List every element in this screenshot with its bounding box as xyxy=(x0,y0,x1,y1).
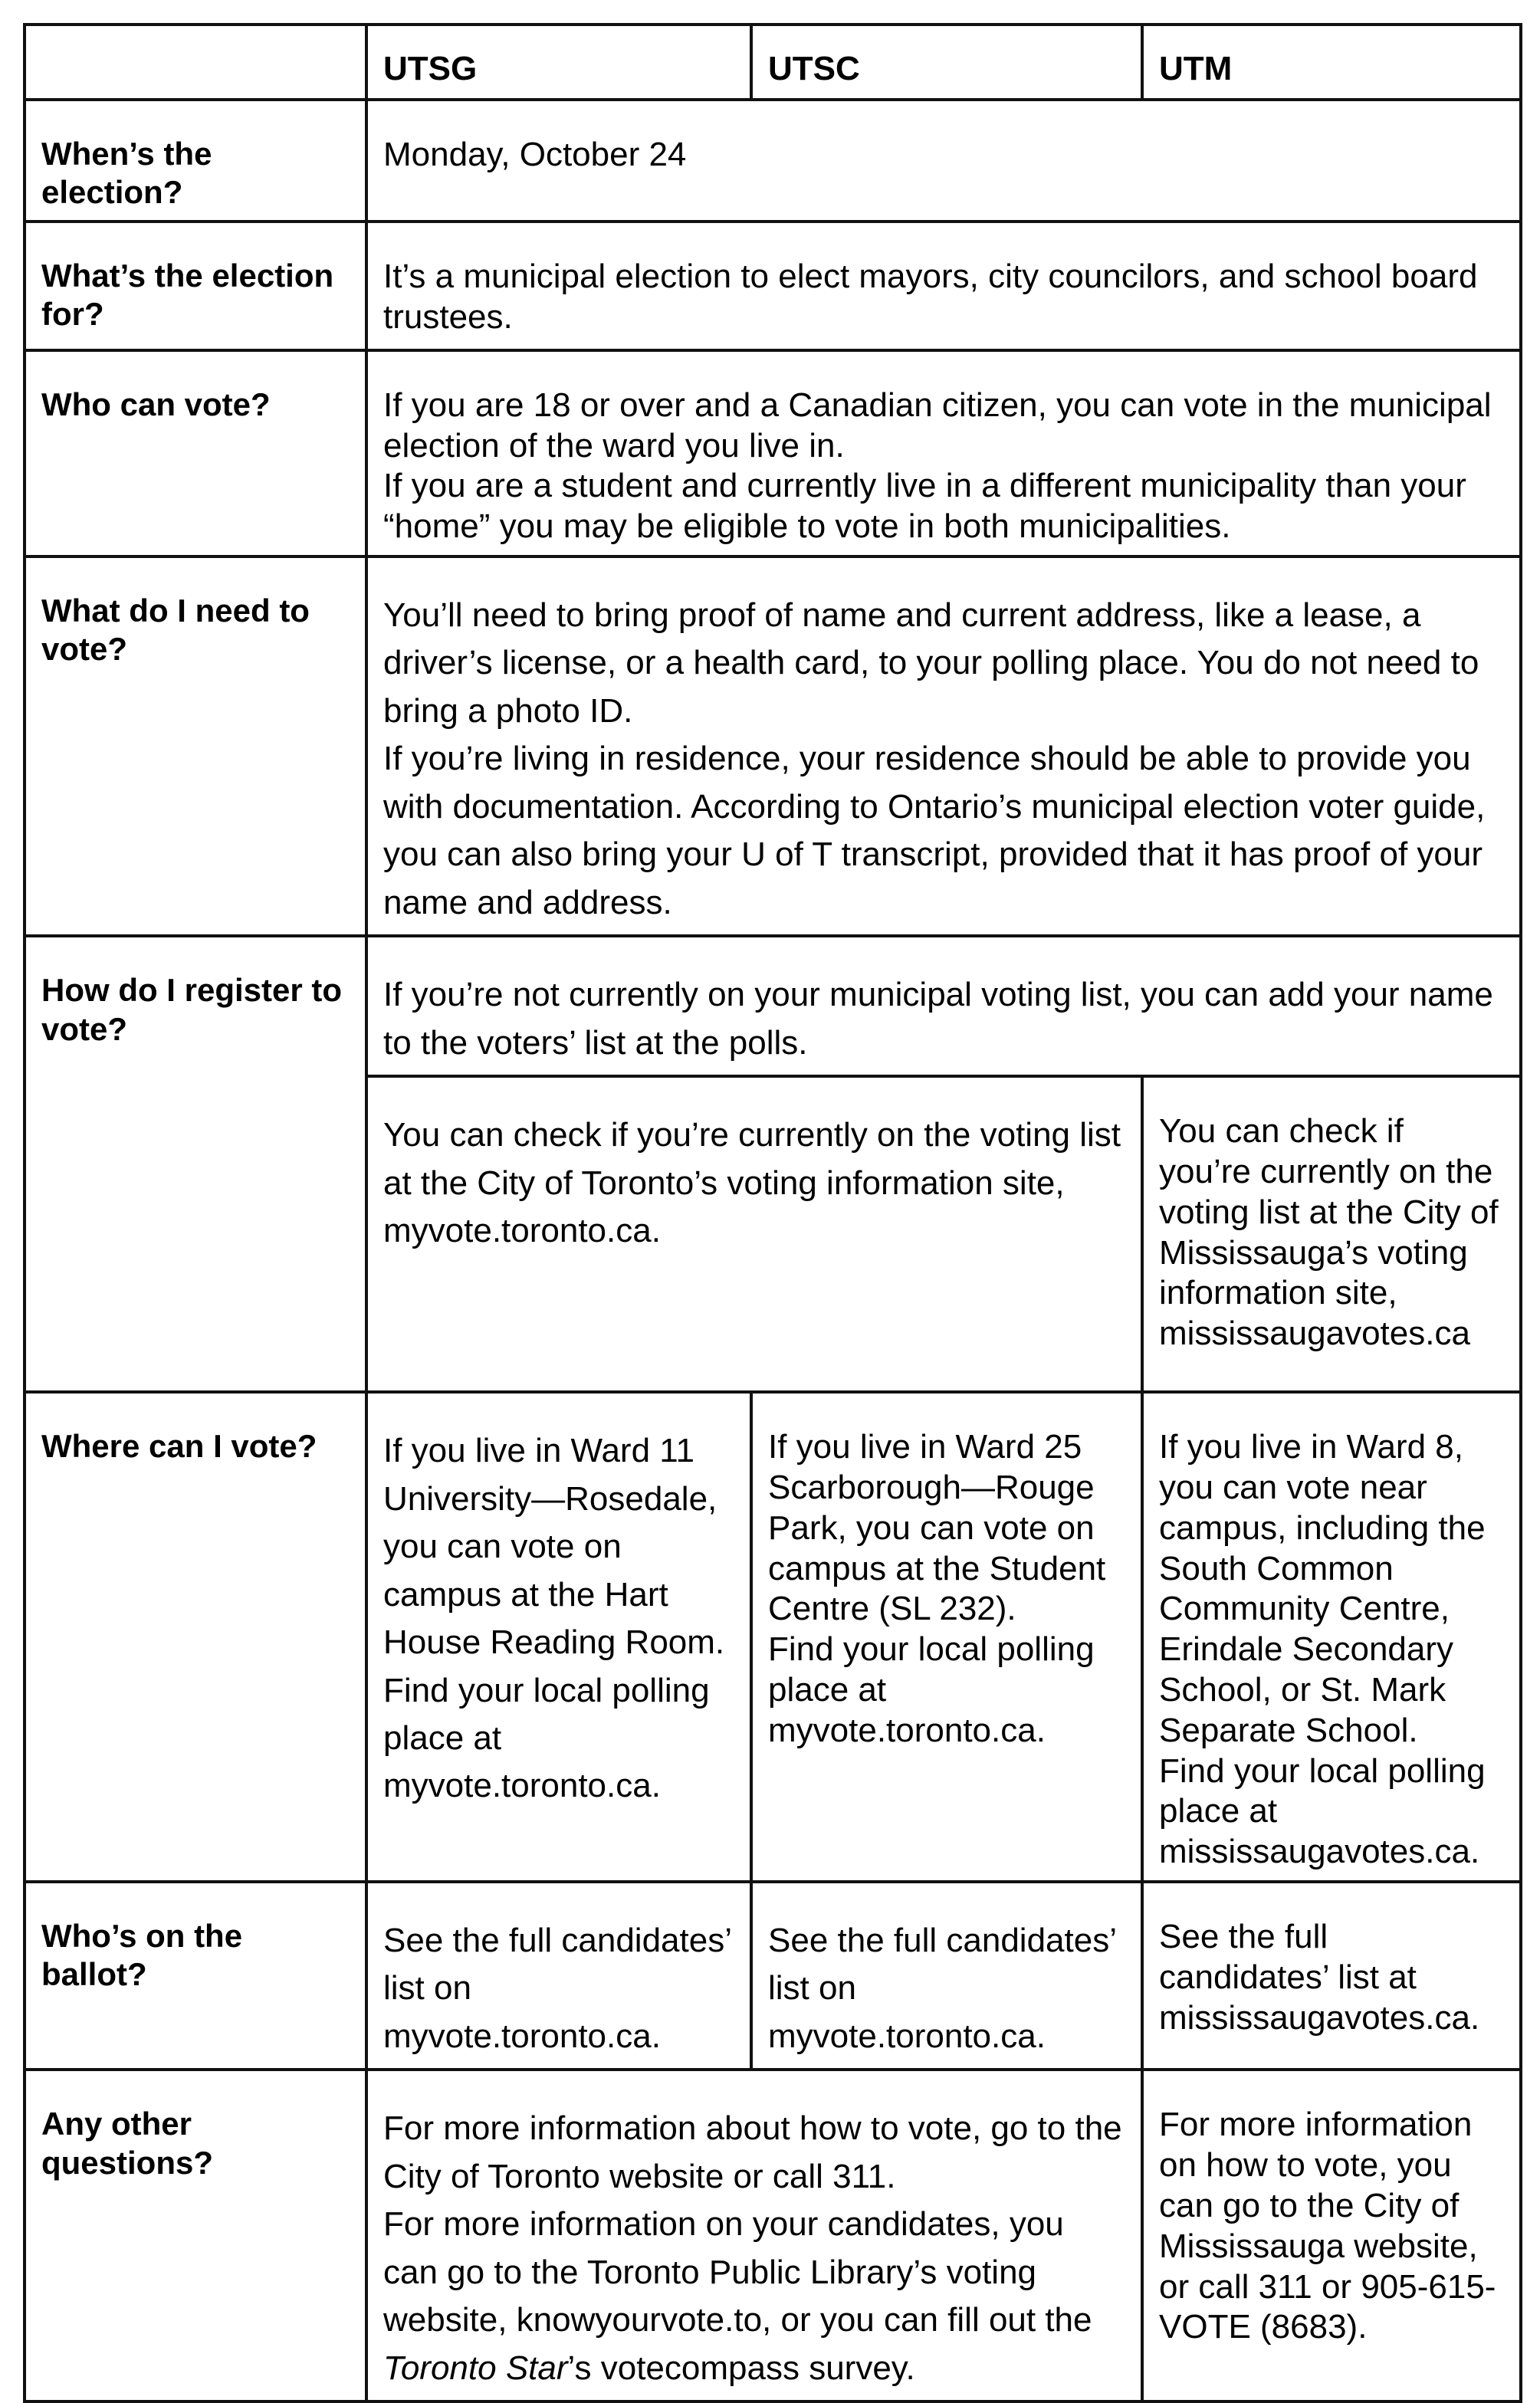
other-toronto-p2 xyxy=(383,2201,1125,2392)
row-who-can-vote xyxy=(25,350,1521,556)
who-can-vote-p1: If you are 18 or over and a Canadian citizen, you can vote in the municipal election of the ward you live in. xyxy=(383,386,1492,465)
toronto-star-title: Toronto Star xyxy=(383,2349,568,2387)
when-answer: Monday, October 24 xyxy=(366,100,1521,222)
row-label-register: How do I register to vote? xyxy=(25,936,366,1392)
who-can-vote-p2: If you are a student and currently live in a different municipality than your “home” you may be eligible to vote in both municipalities. xyxy=(383,467,1466,546)
ballot-utsc: See the full candidates’ list on myvote.toronto.ca. xyxy=(751,1882,1142,2070)
row-what xyxy=(25,222,1521,350)
row-when xyxy=(25,100,1521,222)
where-utsg xyxy=(366,1392,751,1882)
corner-cell xyxy=(25,25,366,100)
other-toronto-p1: For more information about how to vote, go to the City of Toronto website or call 311. xyxy=(383,2109,1122,2195)
voting-info-table xyxy=(23,23,1522,2403)
row-label-who-can-vote: Who can vote? xyxy=(25,350,366,556)
where-utm xyxy=(1142,1392,1521,1882)
row-label-where: Where can I vote? xyxy=(25,1392,366,1882)
row-label-ballot: Who’s on the ballot? xyxy=(25,1882,366,2070)
where-utm-p2: Find your local polling place at mississaugavotes.ca. xyxy=(1159,1751,1486,1871)
row-ballot xyxy=(25,1882,1521,2070)
where-utsc xyxy=(751,1392,1142,1882)
who-can-vote-answer xyxy=(366,350,1521,556)
where-utm-p1: If you live in Ward 8, you can vote near campus, including the South Common Community Centre, Erindale Secondary School, or St. Mark Separate School. xyxy=(1159,1428,1486,1749)
where-utsc-p1: If you live in Ward 25 Scarborough—Rouge Park, you can vote on campus at the Student Centre (SL 232). xyxy=(768,1428,1106,1628)
what-need-p2: If you’re living in residence, your residence should be able to provide you with documentation. According to Ontario’s municipal election voter guide, you can also bring your U of T transcript, provided that it has proof of your name and address. xyxy=(383,740,1486,921)
row-label-other: Any other questions? xyxy=(25,2070,366,2401)
where-utsg-p1: If you live in Ward 11 University—Rosedale, you can vote on campus at the Hart House Reading Room. xyxy=(383,1432,725,1662)
register-general: If you’re not currently on your municipal voting list, you can add your name to the voters’ list at the polls. xyxy=(366,936,1521,1076)
other-toronto-p2-end: ’s votecompass survey. xyxy=(567,2349,915,2387)
row-label-what-need: What do I need to vote? xyxy=(25,556,366,936)
row-register xyxy=(25,936,1521,1076)
other-utm: For more information on how to vote, you can go to the City of Mississauga website, or call 311 or 905-615-VOTE (8683). xyxy=(1142,2070,1521,2401)
register-utm: You can check if you’re currently on the voting list at the City of Mississauga’s voting information site, mississaugavotes.ca xyxy=(1142,1076,1521,1392)
ballot-utm: See the full candidates’ list at mississaugavotes.ca. xyxy=(1142,1882,1521,2070)
row-label-when: When’s the election? xyxy=(25,100,366,222)
row-what-need xyxy=(25,556,1521,936)
header-utsc: UTSC xyxy=(751,25,1142,100)
other-toronto xyxy=(366,2070,1142,2401)
header-row xyxy=(25,25,1521,100)
register-toronto: You can check if you’re currently on the voting list at the City of Toronto’s voting information site, myvote.toronto.ca. xyxy=(366,1076,1142,1392)
header-utm: UTM xyxy=(1142,25,1521,100)
where-utsg-p2: Find your local polling place at myvote.toronto.ca. xyxy=(383,1671,710,1805)
header-utsg: UTSG xyxy=(366,25,751,100)
what-answer: It’s a municipal election to elect mayors, city councilors, and school board trustees. xyxy=(366,222,1521,350)
row-where xyxy=(25,1392,1521,1882)
what-need-answer xyxy=(366,556,1521,936)
what-need-p1: You’ll need to bring proof of name and current address, like a lease, a driver’s license, or a health card, to your polling place. You do not need to bring a photo ID. xyxy=(383,596,1479,730)
other-toronto-p2-start: For more information on your candidates, you can go to the Toronto Public Library’s voting website, knowyourvote.to, or you can fill out the xyxy=(383,2205,1092,2339)
where-utsc-p2: Find your local polling place at myvote.toronto.ca. xyxy=(768,1630,1095,1749)
row-other xyxy=(25,2070,1521,2401)
ballot-utsg: See the full candidates’ list on myvote.toronto.ca. xyxy=(366,1882,751,2070)
row-label-what: What’s the election for? xyxy=(25,222,366,350)
